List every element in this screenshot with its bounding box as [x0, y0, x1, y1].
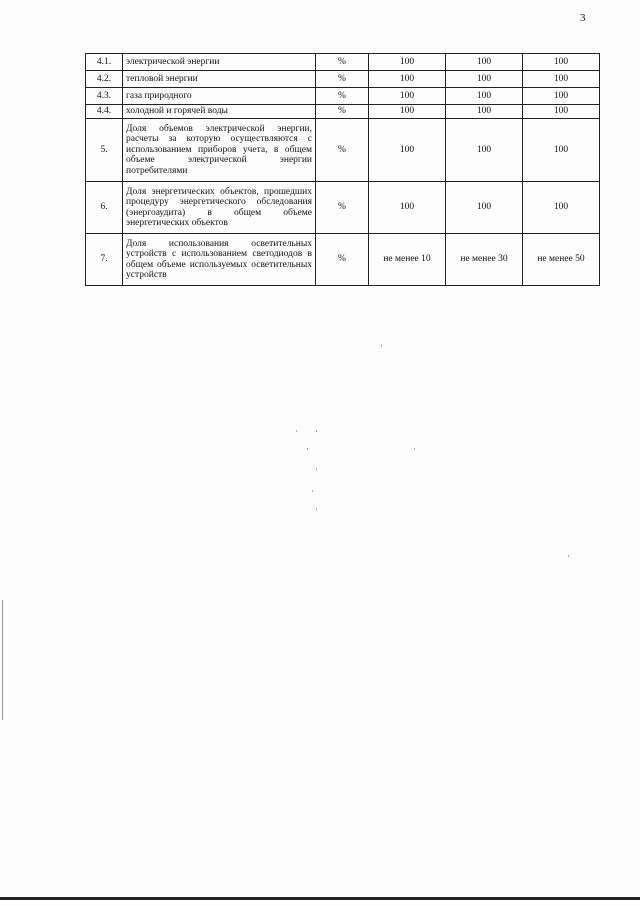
- row-description: газа природного: [123, 88, 316, 105]
- page-number: 3: [580, 12, 586, 24]
- row-value-1: 100: [369, 54, 446, 71]
- row-value-1: 100: [369, 119, 446, 182]
- row-value-2: 100: [446, 182, 523, 234]
- row-number: 7.: [86, 234, 123, 286]
- row-value-1: 100: [369, 71, 446, 88]
- row-value-1: не менее 10: [369, 234, 446, 286]
- table-row: [86, 71, 600, 88]
- table-row: [86, 105, 600, 119]
- row-description: Доля использования осветительных устройств с использованием светодиодов в общем объеме используемых осветительных устройств: [123, 234, 316, 286]
- indicators-table: [85, 53, 600, 286]
- row-value-2: 100: [446, 71, 523, 88]
- row-value-2: 100: [446, 119, 523, 182]
- row-value-1: 100: [369, 182, 446, 234]
- row-value-1: 100: [369, 88, 446, 105]
- row-number: 4.3.: [86, 88, 123, 105]
- row-value-3: 100: [523, 182, 600, 234]
- row-description: Доля энергетических объектов, прошедших процедуру энергетического обследования (энергоаудита) в общем объеме энергетических объектов: [123, 182, 316, 234]
- row-unit: %: [316, 182, 369, 234]
- row-value-3: 100: [523, 54, 600, 71]
- table-row: [86, 182, 600, 234]
- table-row: [86, 54, 600, 71]
- row-number: 4.4.: [86, 105, 123, 119]
- row-description: электрической энергии: [123, 54, 316, 71]
- row-number: 6.: [86, 182, 123, 234]
- row-value-3: не менее 50: [523, 234, 600, 286]
- table-row: [86, 88, 600, 105]
- row-value-3: 100: [523, 105, 600, 119]
- row-value-3: 100: [523, 88, 600, 105]
- row-number: 4.1.: [86, 54, 123, 71]
- row-unit: %: [316, 105, 369, 119]
- row-unit: %: [316, 234, 369, 286]
- table-row: [86, 119, 600, 182]
- row-value-2: 100: [446, 88, 523, 105]
- row-description: холодной и горячей воды: [123, 105, 316, 119]
- row-unit: %: [316, 54, 369, 71]
- row-value-2: не менее 30: [446, 234, 523, 286]
- row-number: 5.: [86, 119, 123, 182]
- scan-edge-bottom: [0, 897, 640, 900]
- row-value-3: 100: [523, 71, 600, 88]
- row-value-2: 100: [446, 105, 523, 119]
- scan-edge-left: [2, 600, 3, 720]
- row-description: тепловой энергии: [123, 71, 316, 88]
- row-description: Доля объемов электрической энергии, расчеты за которую осуществляются с использованием приборов учета, в общем объеме электрической энергии потребителями: [123, 119, 316, 182]
- row-value-1: 100: [369, 105, 446, 119]
- row-value-2: 100: [446, 54, 523, 71]
- row-unit: %: [316, 88, 369, 105]
- row-unit: %: [316, 119, 369, 182]
- row-value-3: 100: [523, 119, 600, 182]
- table-row: [86, 234, 600, 286]
- row-number: 4.2.: [86, 71, 123, 88]
- row-unit: %: [316, 71, 369, 88]
